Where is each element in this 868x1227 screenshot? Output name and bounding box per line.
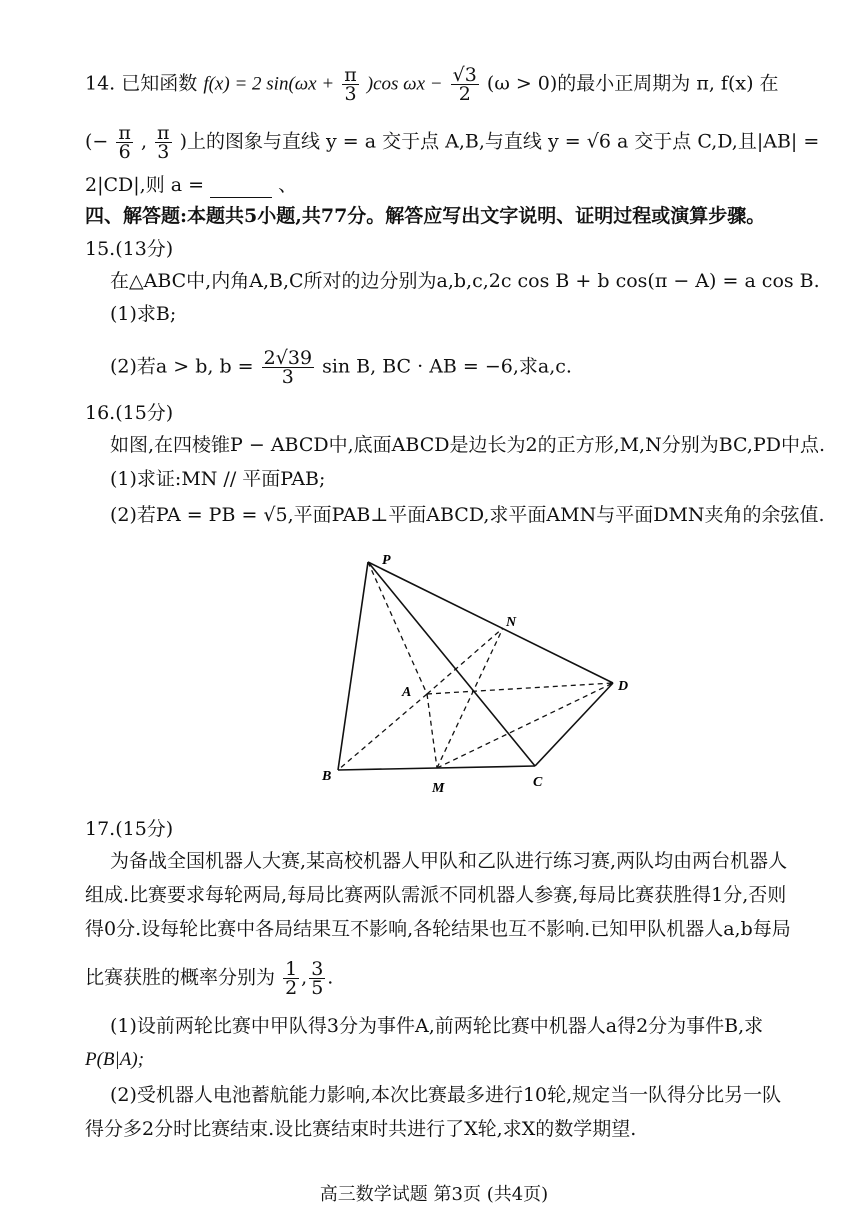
- edge-AB: [338, 694, 427, 770]
- q14-line3: [85, 172, 297, 198]
- q17-prob-end: .: [327, 966, 334, 989]
- segment-MD: [437, 683, 613, 768]
- edge-PB: [338, 562, 368, 770]
- label-B: B: [322, 769, 332, 784]
- q14-line2: [85, 124, 819, 161]
- one-half-fraction: $\frac{1}{2}$: [285, 958, 298, 999]
- q17-header: 17.(15分): [85, 818, 174, 840]
- q15-part2-text-cont: sin B, BC · AB = −6,求a,c.: [322, 355, 572, 378]
- q16-part1: (1)求证:MN // 平面PAB;: [110, 468, 326, 490]
- q15-header: 15.(13分): [85, 238, 174, 260]
- segment-AM: [427, 694, 437, 768]
- pyramid-figure: [320, 548, 640, 798]
- q15-part2-text: (2)若a > b, b =: [110, 355, 254, 378]
- label-M: M: [432, 781, 445, 796]
- q14-number: 14.: [85, 72, 116, 95]
- label-D: D: [618, 679, 629, 694]
- answer-blank[interactable]: [210, 179, 272, 198]
- q17-part2-line1: (2)受机器人电池蓄航能力影响,本次比赛最多进行10轮,规定当一队得分比另一队: [110, 1084, 782, 1106]
- q14-end-mark: 、: [278, 174, 298, 196]
- q14-line2-text: )上的图象与直线 y = a 交于点 A,B,与直线 y = √6 a 交于点 C,D,且|AB| =: [179, 130, 820, 153]
- q14-text: 已知函数: [121, 72, 198, 95]
- q15-part2: [110, 349, 572, 386]
- edge-PA: [368, 562, 427, 694]
- q14-line1: [85, 66, 779, 103]
- edge-CD: [535, 683, 613, 766]
- interval-comma: ,: [140, 130, 147, 153]
- page-footer: 高三数学试题 第3页 (共4页): [319, 1184, 549, 1205]
- q16-part2: (2)若PA = PB = √5,平面PAB⊥平面ABCD,求平面AMN与平面DMN夹角的余弦值.: [110, 504, 825, 526]
- edge-AD: [427, 683, 613, 694]
- pi-over-6-fraction: $\frac{\pi}{6}$: [118, 122, 131, 163]
- q15-part1: (1)求B;: [110, 303, 177, 325]
- q15-stem: 在△ABC中,内角A,B,C所对的边分别为a,b,c,2c cos B + b cos(π − A) = a cos B.: [110, 270, 820, 292]
- q14-answer-prompt: 2|CD|,则 a =: [85, 174, 205, 196]
- edge-PC: [368, 562, 535, 766]
- label-A: A: [402, 685, 412, 700]
- q17-prob-text: 比赛获胜的概率分别为: [85, 966, 276, 989]
- q17-para-line3: 得0分.设每轮比赛中各局结果互不影响,各轮结果也互不影响.已知甲队机器人a,b每局: [85, 918, 791, 940]
- q14-text-cont: (ω > 0)的最小正周期为 π, f(x) 在: [486, 72, 779, 95]
- segment-MN: [437, 628, 503, 768]
- interval-open: (−: [85, 130, 109, 153]
- q14-function-cont: )cos ωx −: [366, 73, 443, 95]
- pi-over-3-fraction-2: $\frac{\pi}{3}$: [157, 122, 170, 163]
- q17-para-line2: 组成.比赛要求每轮两局,每局比赛两队需派不同机器人参赛,每局比赛获胜得1分,否则: [85, 884, 787, 906]
- q17-para-line1: 为备战全国机器人大赛,某高校机器人甲队和乙队进行练习赛,两队均由两台机器人: [110, 850, 788, 872]
- q16-stem: 如图,在四棱锥P − ABCD中,底面ABCD是边长为2的正方形,M,N分别为BC,PD中点.: [110, 434, 825, 456]
- three-fifths-fraction: $\frac{3}{5}$: [311, 958, 324, 999]
- label-P: P: [382, 553, 391, 568]
- q17-part2-line2: 得分多2分时比赛结束.设比赛结束时共进行了X轮,求X的数学期望.: [85, 1118, 637, 1140]
- section-4-heading: 四、解答题:本题共5小题,共77分。解答应写出文字说明、证明过程或演算步骤。: [85, 205, 766, 227]
- q17-part1-line1: (1)设前两轮比赛中甲队得3分为事件A,前两轮比赛中机器人a得2分为事件B,求: [110, 1015, 764, 1037]
- q14-function: f(x) = 2 sin(ωx +: [203, 73, 335, 95]
- q17-para-line4: 比赛获胜的概率分别为 $\frac{1}{2}$ , $\frac{3}{5}$ .: [85, 958, 334, 999]
- label-C: C: [533, 775, 543, 790]
- q16-header: 16.(15分): [85, 402, 174, 424]
- q17-part1-line2: P(B|A);: [85, 1049, 145, 1070]
- 2sqrt39-over-3-fraction: $\frac{2√39}{3}$: [263, 347, 313, 388]
- sqrt3-over-2-fraction: $\frac{√3}{2}$: [452, 64, 477, 105]
- label-N: N: [506, 615, 517, 630]
- edge-PD: [368, 562, 613, 683]
- pi-over-3-fraction: $\frac{\pi}{3}$: [344, 64, 357, 105]
- segment-AN: [427, 628, 503, 694]
